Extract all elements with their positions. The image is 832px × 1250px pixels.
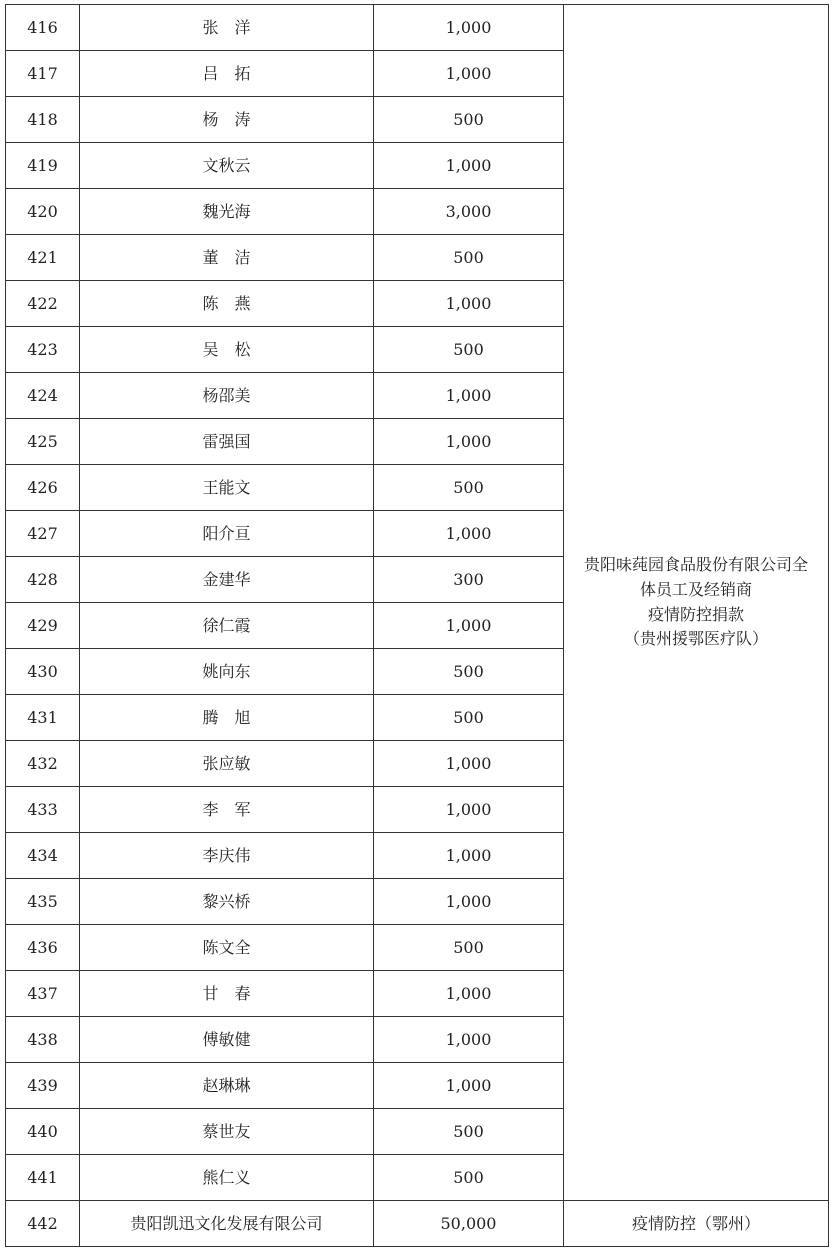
row-number: 427 bbox=[6, 511, 80, 557]
donation-amount: 1,000 bbox=[374, 281, 564, 327]
row-number: 420 bbox=[6, 189, 80, 235]
donation-purpose: 疫情防控（鄂州） bbox=[564, 1201, 829, 1247]
donor-name: 雷强国 bbox=[80, 419, 374, 465]
group-note-line1: 贵阳味莼园食品股份有限公司全 bbox=[583, 554, 808, 574]
donor-name: 董 洁 bbox=[80, 235, 374, 281]
donation-amount: 1,000 bbox=[374, 971, 564, 1017]
row-number: 423 bbox=[6, 327, 80, 373]
donor-name: 杨 涛 bbox=[80, 97, 374, 143]
row-number: 441 bbox=[6, 1155, 80, 1201]
table-row bbox=[6, 1201, 829, 1247]
donation-amount: 500 bbox=[374, 649, 564, 695]
group-note-line3: 疫情防控捐款 bbox=[647, 604, 744, 624]
donor-name: 金建华 bbox=[80, 557, 374, 603]
donation-amount: 1,000 bbox=[374, 833, 564, 879]
row-number: 426 bbox=[6, 465, 80, 511]
donor-name: 吴 松 bbox=[80, 327, 374, 373]
donor-name: 赵琳琳 bbox=[80, 1063, 374, 1109]
row-number: 439 bbox=[6, 1063, 80, 1109]
group-note-line4: （贵州援鄂医疗队） bbox=[623, 629, 768, 649]
donation-amount: 50,000 bbox=[374, 1201, 564, 1247]
donor-name: 甘 春 bbox=[80, 971, 374, 1017]
donation-amount: 1,000 bbox=[374, 1017, 564, 1063]
row-number: 422 bbox=[6, 281, 80, 327]
donation-amount: 500 bbox=[374, 327, 564, 373]
donation-amount: 1,000 bbox=[374, 603, 564, 649]
donor-name: 李 军 bbox=[80, 787, 374, 833]
donor-name: 李庆伟 bbox=[80, 833, 374, 879]
row-number: 435 bbox=[6, 879, 80, 925]
row-number: 417 bbox=[6, 51, 80, 97]
donation-amount: 1,000 bbox=[374, 419, 564, 465]
donor-name: 文秋云 bbox=[80, 143, 374, 189]
row-number: 424 bbox=[6, 373, 80, 419]
row-number: 440 bbox=[6, 1109, 80, 1155]
donor-name: 陈 燕 bbox=[80, 281, 374, 327]
donor-name: 姚向东 bbox=[80, 649, 374, 695]
donor-name: 熊仁义 bbox=[80, 1155, 374, 1201]
donor-name: 张 洋 bbox=[80, 5, 374, 51]
row-number: 437 bbox=[6, 971, 80, 1017]
donor-name: 陈文全 bbox=[80, 925, 374, 971]
donor-name: 魏光海 bbox=[80, 189, 374, 235]
row-number: 438 bbox=[6, 1017, 80, 1063]
donation-amount: 1,000 bbox=[374, 879, 564, 925]
donor-name: 蔡世友 bbox=[80, 1109, 374, 1155]
row-number: 421 bbox=[6, 235, 80, 281]
donation-table bbox=[5, 4, 829, 1247]
group-donation-note bbox=[564, 5, 829, 1201]
row-number: 416 bbox=[6, 5, 80, 51]
donation-amount: 1,000 bbox=[374, 51, 564, 97]
row-number: 430 bbox=[6, 649, 80, 695]
row-number: 431 bbox=[6, 695, 80, 741]
donation-amount: 300 bbox=[374, 557, 564, 603]
donation-amount: 1,000 bbox=[374, 1063, 564, 1109]
donation-amount: 500 bbox=[374, 235, 564, 281]
donor-name: 阳介亘 bbox=[80, 511, 374, 557]
row-number: 419 bbox=[6, 143, 80, 189]
donation-amount: 500 bbox=[374, 1155, 564, 1201]
donation-amount: 1,000 bbox=[374, 787, 564, 833]
row-number: 442 bbox=[6, 1201, 80, 1247]
donor-name: 杨邵美 bbox=[80, 373, 374, 419]
donor-name: 黎兴桥 bbox=[80, 879, 374, 925]
donation-amount: 1,000 bbox=[374, 143, 564, 189]
donation-amount: 1,000 bbox=[374, 5, 564, 51]
donor-name: 徐仁霞 bbox=[80, 603, 374, 649]
donor-name: 吕 拓 bbox=[80, 51, 374, 97]
row-number: 418 bbox=[6, 97, 80, 143]
donor-name: 腾 旭 bbox=[80, 695, 374, 741]
row-number: 425 bbox=[6, 419, 80, 465]
donor-name: 傅敏健 bbox=[80, 1017, 374, 1063]
donation-amount: 1,000 bbox=[374, 511, 564, 557]
group-note-text bbox=[564, 553, 828, 652]
donor-name: 张应敏 bbox=[80, 741, 374, 787]
donation-amount: 500 bbox=[374, 465, 564, 511]
row-number: 434 bbox=[6, 833, 80, 879]
donor-name: 贵阳凯迅文化发展有限公司 bbox=[80, 1201, 374, 1247]
row-number: 428 bbox=[6, 557, 80, 603]
row-number: 436 bbox=[6, 925, 80, 971]
donation-amount: 3,000 bbox=[374, 189, 564, 235]
donation-amount: 500 bbox=[374, 925, 564, 971]
row-number: 433 bbox=[6, 787, 80, 833]
donation-amount: 500 bbox=[374, 1109, 564, 1155]
donation-amount: 500 bbox=[374, 97, 564, 143]
donation-amount: 500 bbox=[374, 695, 564, 741]
donation-amount: 1,000 bbox=[374, 373, 564, 419]
donation-amount: 1,000 bbox=[374, 741, 564, 787]
group-note-line2: 体员工及经销商 bbox=[639, 579, 752, 599]
row-number: 429 bbox=[6, 603, 80, 649]
donation-rows bbox=[6, 5, 829, 1201]
table-row bbox=[6, 5, 829, 51]
donor-name: 王能文 bbox=[80, 465, 374, 511]
row-number: 432 bbox=[6, 741, 80, 787]
